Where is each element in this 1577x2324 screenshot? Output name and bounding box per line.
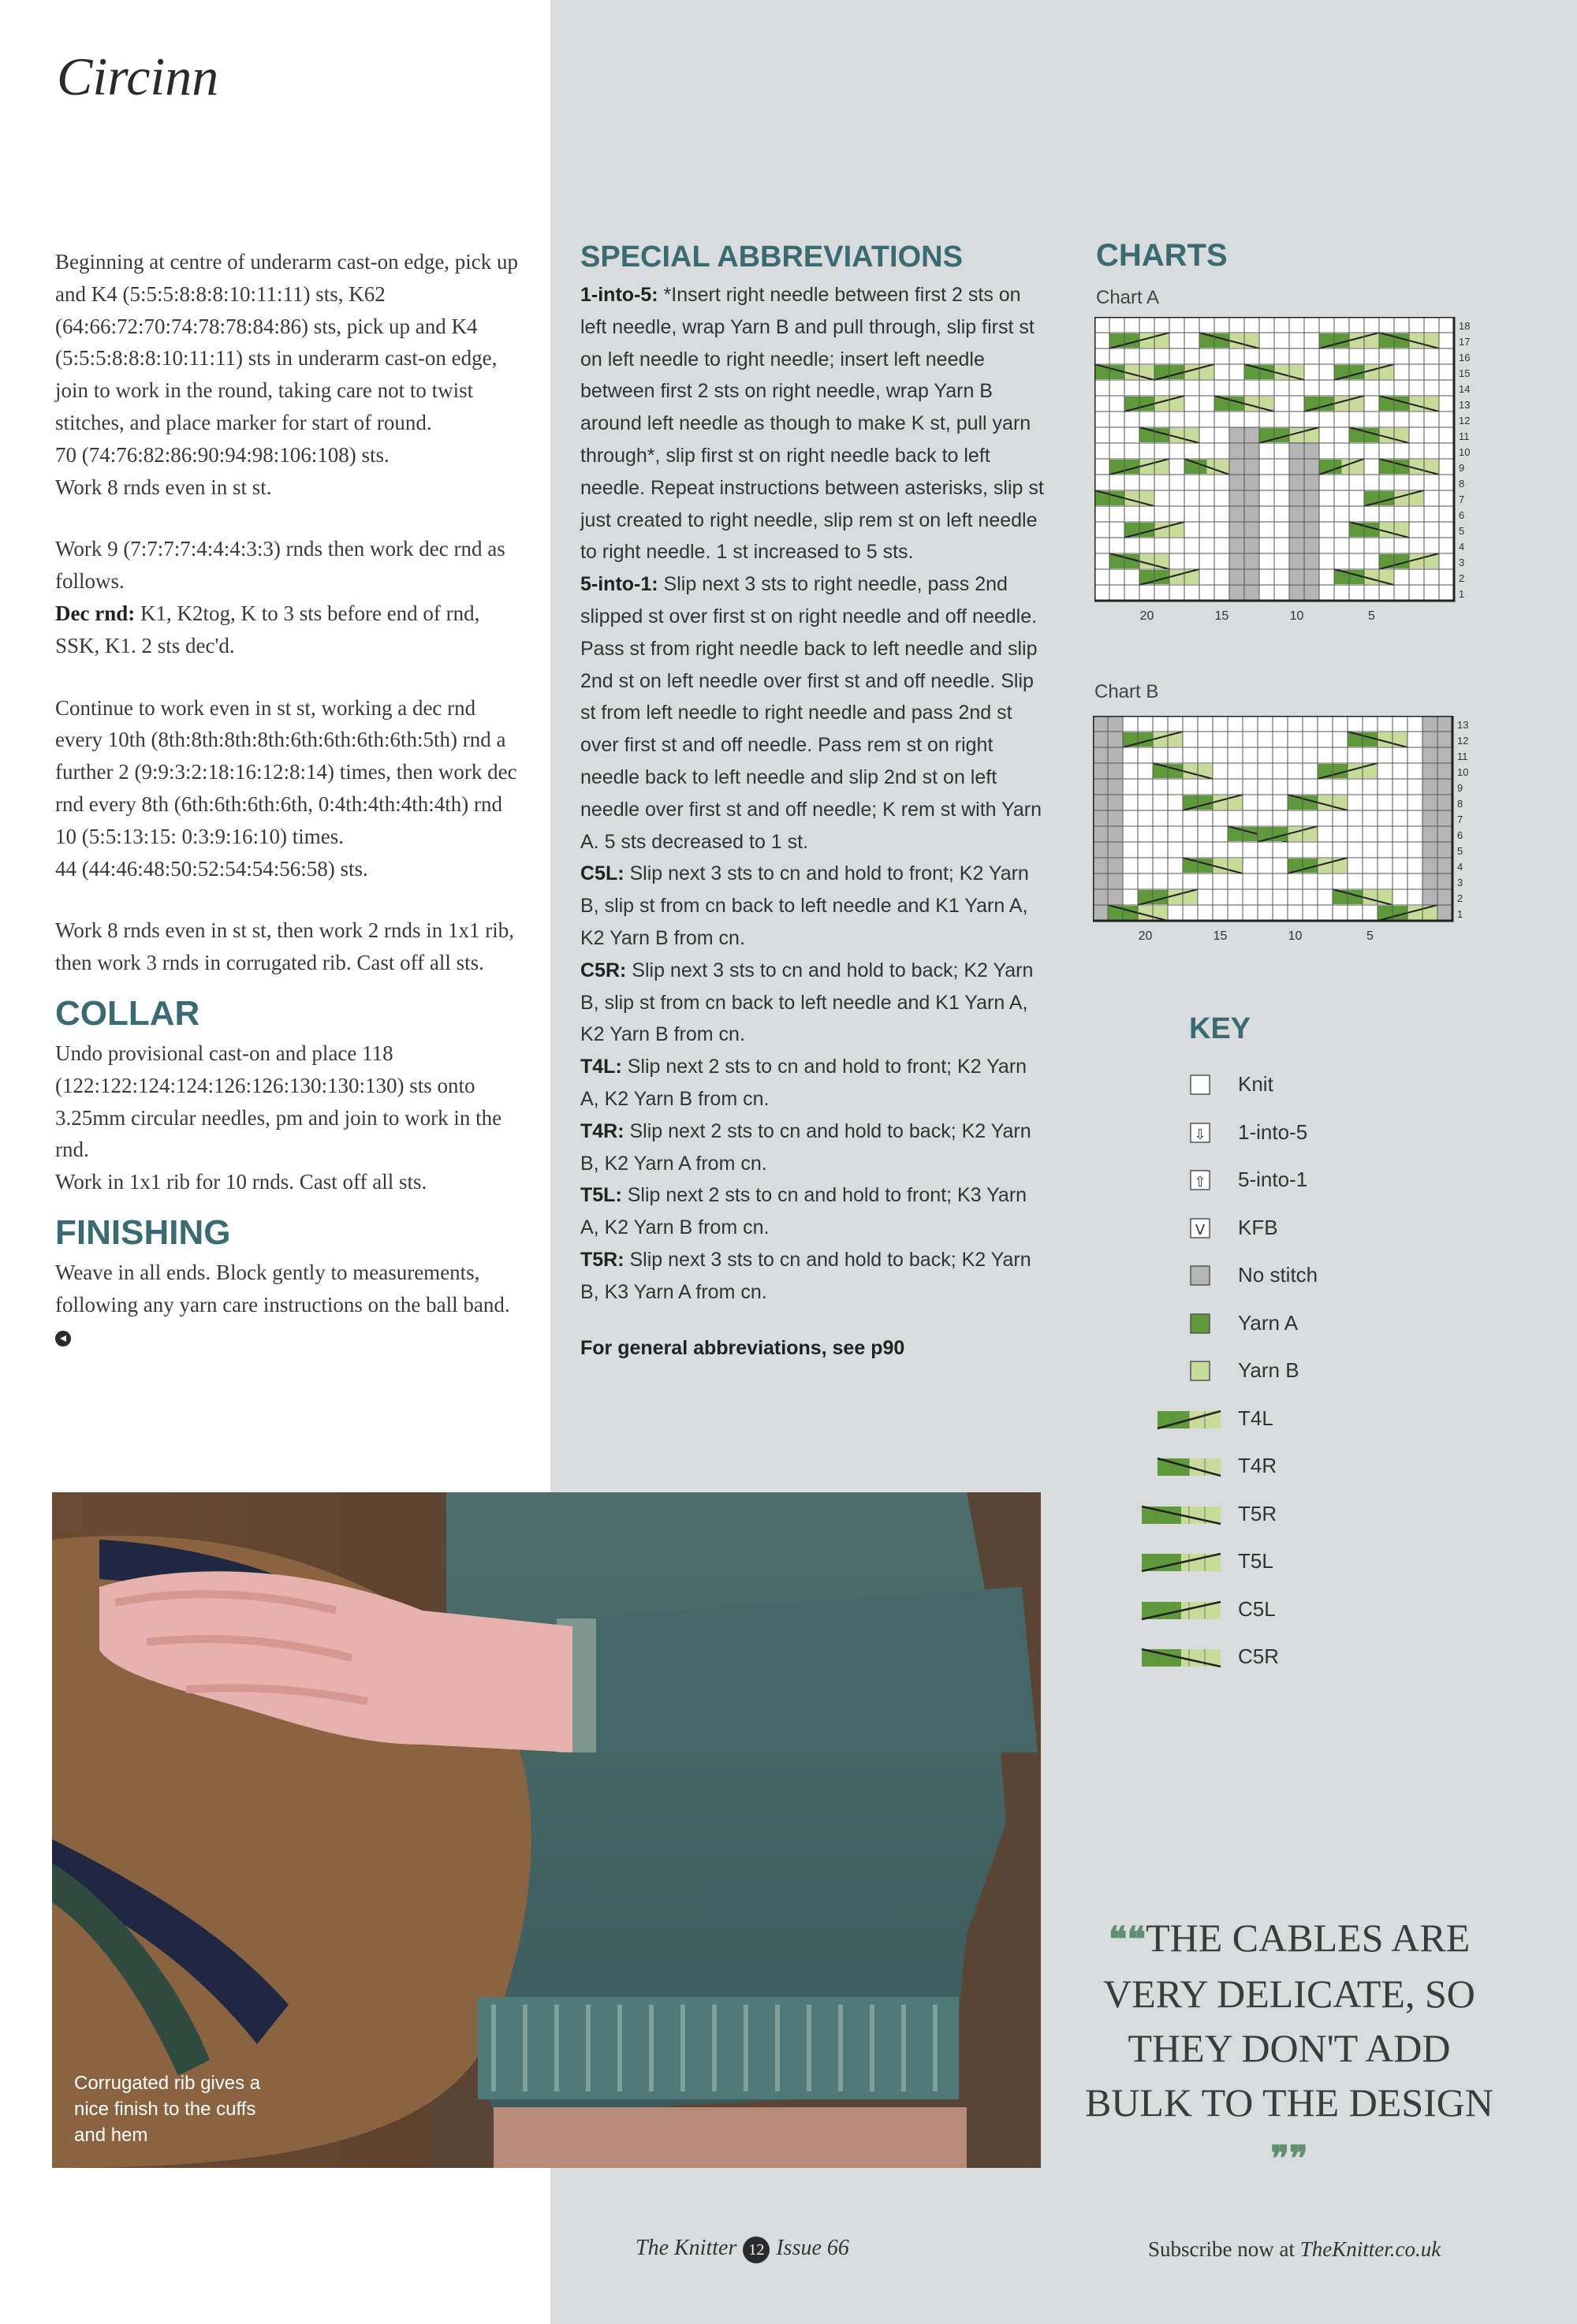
abbr-term: 1-into-5: [580,284,658,306]
page-title: Circinn [57,47,219,106]
key-label: Yarn B [1238,1358,1299,1382]
key-symbol-icon [1094,1499,1228,1530]
abbr-c5r [580,955,1046,1051]
key-row [1094,1451,1410,1482]
abbr-text: Slip next 3 sts to cn and hold to front; K2 Yarn B, slip st from cn back to left needle and K1 Yarn A, K2 Yarn B from cn. [580,862,1029,949]
cable-cell [1342,460,1365,474]
key-cable-part [1142,1602,1181,1619]
abbr-term: C5L: [580,862,624,885]
row-number: 12 [1457,735,1469,747]
chart-a-grid [1094,317,1489,664]
abbr-t4l [580,1051,1046,1115]
key-label: 5-into-1 [1238,1168,1308,1191]
abbr-t5l [580,1179,1046,1244]
key-cable-part [1181,1602,1221,1619]
row-number: 8 [1457,798,1463,810]
key-row [1094,1641,1410,1673]
row-number: 2 [1457,892,1463,904]
column-number: 15 [1214,609,1229,623]
subscribe-prefix: Subscribe now at [1148,2237,1300,2261]
row-number: 5 [1457,845,1463,857]
key-symbol-icon [1094,1308,1228,1339]
paragraph-pickup: Beginning at centre of underarm cast-on edge, pick up and K4 (5:5:5:8:8:8:10:11:11) sts, K62 (64:66:72:70:74:78:78:84:86) sts, pick up and K4 (5:5:5:8:8:8:10:11:11) sts in underarm cast-on edge, join to work in the round, taking care not to twist stitches, and place marker for start of round. 70 (74:76:82:86:90:94:98:106:108) sts. Work 8 rnds even in st st. [55,250,519,499]
page-number: 12 [743,2236,770,2263]
key-row [1094,1117,1410,1149]
key-label: C5L [1238,1596,1276,1621]
special-abbreviations-heading: SPECIAL ABBREVIATIONS [580,240,963,274]
row-number: 11 [1459,430,1470,442]
key-swatch [1191,1361,1210,1380]
key-cable-part [1142,1554,1181,1571]
abbr-text: *Insert right needle between first 2 sts on left needle, wrap Yarn B and pull through, slip first st on left needle to right needle; insert left needle between first 2 sts on right needle, wrap Yarn B around left needle as though to make K st, pull yarn through*, slip first st on right needle back to left needle. Repeat instructions between asterisks, slip st just created to right needle, slip rem st on left needle to right needle. 1 st increased to 5 sts. [580,284,1044,564]
key-label: No stitch [1238,1263,1318,1287]
general-abbreviations-note: For general abbreviations, see p90 [580,1336,905,1359]
paragraph-work-rnds: Work 9 (7:7:7:7:4:4:4:3:3) rnds then work dec rnd as follows. [55,537,505,594]
key-cable-part [1142,1649,1181,1667]
row-number: 9 [1459,462,1465,474]
no-stitch-cell [1304,427,1319,601]
abbr-term: T4R: [580,1119,624,1142]
column-number: 20 [1138,929,1153,943]
row-number: 5 [1459,525,1465,537]
key-glyph: ⇧ [1194,1174,1206,1190]
abbr-text: Slip next 3 sts to cn and hold to back; K2 Yarn B, slip st from cn back to left needle and K1 Yarn A, K2 Yarn B from cn. [580,959,1034,1046]
paragraph-dec-rnd [55,598,520,662]
abbr-term: T4L: [580,1056,622,1078]
quote-open-icon: ❝❝ [1108,1920,1146,1959]
abbr-text: Slip next 2 sts to cn and hold to front; K3 Yarn A, K2 Yarn B from cn. [580,1184,1027,1239]
paragraph-finishing [55,1257,520,1353]
key-row [1094,1308,1410,1339]
key-row [1094,1499,1410,1530]
no-stitch-cell [1229,427,1244,601]
column-number: 5 [1368,609,1375,623]
key-glyph: ⇩ [1194,1126,1206,1143]
column-number: 5 [1366,929,1374,943]
abbr-t5r [580,1244,1046,1309]
key-cable-part [1142,1507,1181,1524]
row-number: 2 [1459,572,1465,584]
key-row [1094,1355,1410,1387]
key-swatch [1191,1075,1210,1094]
column-number: 15 [1213,929,1228,943]
finishing-heading: FINISHING [55,1212,231,1252]
key-label: 1-into-5 [1238,1119,1308,1144]
abbr-1-into-5 [580,279,1046,568]
no-stitch-cell [1108,716,1123,921]
no-stitch-cell [1422,716,1437,921]
key-label: Yarn A [1238,1310,1299,1335]
key-heading: KEY [1189,1012,1251,1045]
no-stitch-cell [1244,427,1259,601]
cable-cell [1207,460,1230,474]
dec-rnd-text: K1, K2tog, K to 3 sts before end of rnd, SSK, K1. 2 sts dec'd. [55,601,480,657]
abbr-text: Slip next 2 sts to cn and hold to front; K2 Yarn A, K2 Yarn B from cn. [580,1056,1027,1110]
row-number: 4 [1457,861,1463,873]
key-cable-part [1181,1507,1221,1524]
no-stitch-cell [1437,716,1452,921]
abbr-t4r [580,1115,1046,1180]
pull-quote [1080,1911,1498,2186]
column-number: 10 [1288,929,1303,943]
paragraph-collar: Undo provisional cast-on and place 118 (122:122:124:124:126:126:130:130:130) sts onto 3.25mm circular needles, pm and join to work in the rnd. Work in 1x1 rib for 10 rnds. Cast off all sts. [55,1041,502,1194]
paragraph-continue: Continue to work even in st st, working a dec rnd every 10th (8th:8th:8th:8th:6th:6th:6th:6th:5th) rnd a further 2 (9:9:3:2:18:16:12:8:14) times, then work dec rnd every 8th (6th:6th:6th:6th, 0:4th:4th:4th:4th) rnd 10 (5:5:13:15: 0:3:9:16:10) times. 44 (44:46:48:50:52:54:54:56:58) sts. [55,695,517,881]
abbr-text: Slip next 2 sts to cn and hold to back; K2 Yarn B, K2 Yarn A from cn. [580,1119,1031,1175]
key-symbol-icon [1094,1451,1228,1482]
abbr-term: T5R: [580,1248,624,1271]
chart-b-label: Chart B [1094,681,1159,702]
row-number: 11 [1457,750,1468,762]
charts-heading: CHARTS [1096,238,1228,273]
row-number: 10 [1457,766,1469,778]
key-row [1094,1546,1410,1577]
key-symbol-icon [1094,1069,1228,1101]
cable-cell [1319,460,1342,474]
paragraph-rib: Work 8 rnds even in st st, then work 2 rnds in 1x1 rib, then work 3 rnds in corrugated rib. Cast off all sts. [55,918,515,975]
row-number: 16 [1459,352,1471,363]
subscribe-link[interactable]: TheKnitter.co.uk [1299,2237,1441,2261]
row-number: 13 [1459,399,1471,411]
row-number: 6 [1459,509,1465,521]
key-label: T4L [1238,1406,1273,1430]
key-row [1094,1212,1410,1244]
collar-heading: COLLAR [55,993,200,1033]
end-of-pattern-icon: ◂ [55,1331,71,1346]
row-number: 10 [1459,446,1471,458]
row-number: 9 [1457,782,1463,794]
key-glyph: V [1195,1221,1206,1238]
key-row [1094,1403,1410,1435]
footer-magazine [636,2236,849,2263]
quote-close-icon: ❞❞ [1270,2140,1308,2178]
row-number: 7 [1459,493,1465,505]
column-number: 20 [1139,609,1154,623]
key-symbol-icon [1094,1260,1228,1291]
key-label: T4R [1238,1454,1277,1477]
dec-rnd-label: Dec rnd: [55,601,136,625]
pull-quote-text: THE CABLES ARE VERY DELICATE, SO THEY DON'T ADD BULK TO THE DESIGN [1084,1916,1494,2125]
key-label: C5R [1238,1644,1280,1668]
row-number: 3 [1457,877,1463,888]
row-number: 1 [1459,588,1465,600]
abbr-term: 5-into-1: [580,573,658,596]
abbr-5-into-1 [580,568,1046,858]
key-symbol-icon [1094,1403,1228,1435]
key-symbol-icon [1094,1355,1228,1387]
issue-number: Issue 66 [776,2236,849,2260]
abbr-text: Slip next 3 sts to cn and hold to back; K2 Yarn B, K3 Yarn A from cn. [580,1248,1031,1303]
chart-b-grid [1093,716,1487,976]
row-number: 17 [1459,336,1471,348]
no-stitch-cell [1289,427,1304,601]
row-number: 6 [1457,829,1463,841]
row-number: 18 [1459,320,1471,332]
abbr-text: Slip next 3 sts to right needle, pass 2nd slipped st over first st on right needle and off needle. Pass st from right needle back to left needle and slip 2nd st on left needle over first st and off needle. Slip st from left needle to right needle and pass 2nd st over first st and off needle. Pass rem st on right needle back to left needle and slip 2nd st on left needle over first st and off needle; K rem st with Yarn A. 5 sts decreased to 1 st. [580,573,1042,853]
key-swatch [1191,1266,1210,1285]
abbr-c5l [580,858,1046,954]
key-row [1094,1594,1410,1626]
row-number: 7 [1457,814,1463,825]
photo-caption: Corrugated rib gives a nice finish to the cuffs and hem [74,2073,261,2146]
key-symbol-icon [1094,1212,1228,1244]
key-label: T5L [1238,1549,1273,1573]
key-label: Knit [1238,1072,1273,1096]
chart-a-label: Chart A [1096,287,1160,308]
cable-cell [1184,460,1207,474]
key-cable-part [1181,1554,1221,1571]
key-row [1094,1069,1410,1101]
no-stitch-cell [1093,716,1108,921]
row-number: 8 [1459,478,1465,490]
key-cable-part [1181,1649,1221,1667]
key-row [1094,1260,1410,1291]
finishing-text: Weave in all ends. Block gently to measurements, following any yarn care instructions on the ball band. [55,1260,510,1317]
row-number: 14 [1459,383,1471,395]
row-number: 1 [1457,908,1463,920]
magazine-name: The Knitter [636,2236,737,2260]
row-number: 13 [1457,719,1469,731]
column-number: 10 [1289,609,1304,623]
key-symbol-icon [1094,1594,1228,1626]
abbr-term: C5R: [580,959,627,981]
key-label: T5R [1238,1501,1277,1525]
abbr-term: T5L: [580,1184,622,1207]
pattern-body [55,246,520,1383]
key-symbol-icon [1094,1641,1228,1673]
footer-subscribe [1148,2237,1441,2262]
key-row [1094,1164,1410,1196]
key-swatch [1191,1314,1210,1333]
key-symbol-icon [1094,1164,1228,1196]
key-symbol-icon [1094,1546,1228,1577]
row-number: 3 [1459,557,1465,568]
key-symbol-icon [1094,1117,1228,1149]
special-abbreviations [580,236,1046,1364]
key-label: KFB [1238,1215,1278,1239]
row-number: 15 [1459,367,1471,379]
row-number: 12 [1459,415,1471,426]
sweater-photo [52,1492,1041,2168]
row-number: 4 [1459,541,1465,553]
